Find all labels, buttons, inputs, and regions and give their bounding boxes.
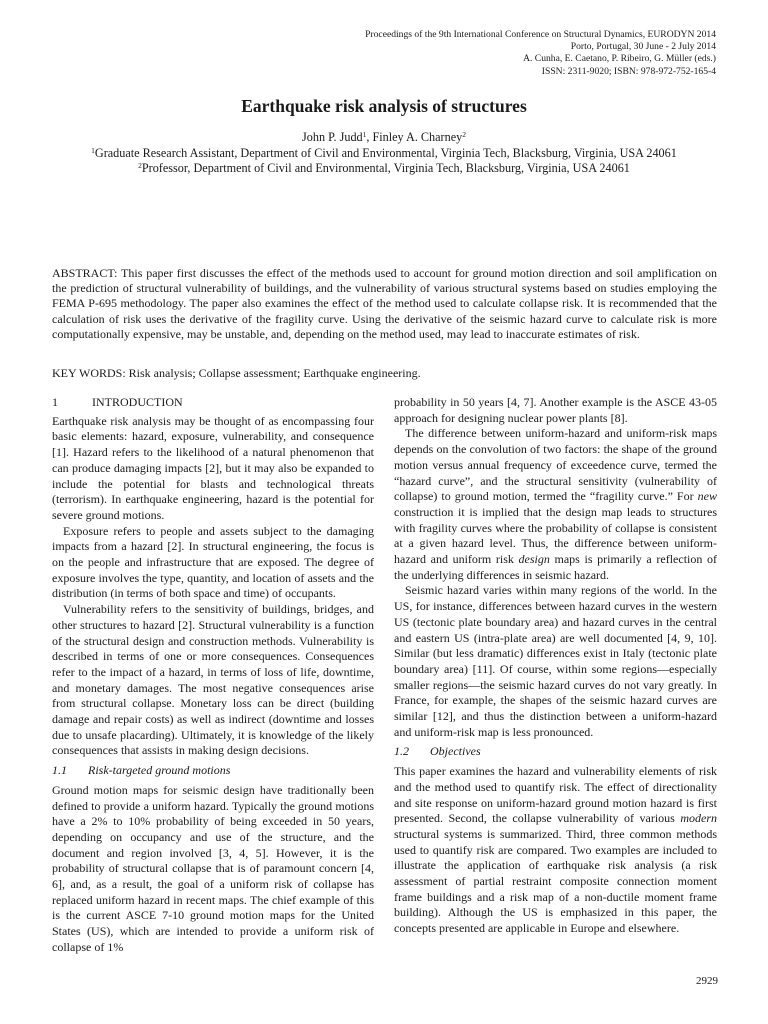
affiliation-marker: 1 bbox=[91, 145, 95, 155]
paper-title: Earthquake risk analysis of structures bbox=[241, 96, 527, 116]
section-heading bbox=[52, 395, 374, 411]
emphasis-text: design bbox=[518, 552, 550, 567]
emphasis-text: modern bbox=[680, 811, 717, 826]
subsection-number: 1.2 bbox=[394, 744, 409, 759]
proceedings-line: A. Cunha, E. Caetano, P. Ribeiro, G. Müller (eds.) bbox=[523, 53, 716, 65]
proceedings-header bbox=[365, 29, 716, 78]
body-paragraph bbox=[394, 764, 717, 937]
page-number: 2929 bbox=[696, 975, 718, 987]
abstract: ABSTRACT: This paper first discusses the effect of the methods used to account for ground motion direction and soil amplification on the prediction of structural vulnerability of buildings, and the vulnerability of various structural systems based on studies employing the FEMA P-695 methodology. The paper also examines the effect of the method used to calculate collapse risk. It is recommended that the calculation of risk uses the derivative of the fragility curve. Using the derivative of the seismic hazard curve to calculate risk is more computationally expensive, may be unstable, and, depending on the method used, may lead to inaccurate estimates of risk. bbox=[52, 266, 717, 341]
body-paragraph: Seismic hazard varies within many regions of the world. In the US, for instance, differences between hazard curves in the western US (tectonic plate boundary area) and hazard curves in the central and eastern US (intra-plate area) are well documented [4, 9, 10]. Similar (but less dramatic) differences exist in Italy (tectonic plate boundary area) [11]. Of course, within some regions—especially smaller regions—the seismic hazard curves do not vary greatly. In France, for example, the shapes of the seismic hazard curves are similar [12], and thus the distinction between a uniform-hazard and uniform-risk map is less pronounced. bbox=[394, 583, 717, 739]
text-run: structural systems is summarized. Third, three common methods used to quantify risk are compared. Two examples are included to illustrate the application of earthquake risk analysis (a risk assessment of partial restraint composite connection moment frame buildings and a risk map of a non-ductile moment frame building). Although the US is emphasized in this paper, the concepts presented are applicable in Europe and elsewhere. bbox=[394, 826, 717, 936]
author-name: Finley A. Charney bbox=[372, 130, 463, 144]
proceedings-line: Porto, Portugal, 30 June - 2 July 2014 bbox=[570, 41, 716, 53]
body-paragraph: Ground motion maps for seismic design have traditionally been defined to provide a uniform hazard. Typically the ground motions have a 2% to 10% probability of being exceeded in 50 years, depending on occupancy and use of the structure, and the document and region involved [3, 4, 5]. However, it is the probability of structural collapse that is of paramount concern [4, 6], and, as a result, the goal of a uniform risk of collapse has replaced uniform hazard in recent maps. The chief example of this is the current ASCE 7-10 ground motion maps for the United States (US), which are intended to provide a uniform risk of collapse of 1% bbox=[52, 782, 374, 954]
text-run: construction it is implied that the design map leads to structures with fragility curves where the probability of collapse is consistent at a given hazard level. Thus, the difference between uniform-hazard and uniform risk bbox=[394, 504, 717, 567]
affiliation-marker: 1 bbox=[362, 130, 367, 139]
section-number: 1 bbox=[52, 395, 58, 409]
affiliation-text: Graduate Research Assistant, Department of Civil and Environmental, Virginia Tech, Blacksburg, Virginia, USA 24061 bbox=[94, 145, 677, 160]
subsection-heading bbox=[52, 763, 374, 779]
right-column bbox=[394, 395, 717, 937]
affiliation bbox=[0, 146, 768, 162]
author-names bbox=[0, 130, 768, 146]
left-column bbox=[52, 395, 374, 956]
subsection-title: Objectives bbox=[430, 744, 481, 759]
affiliation-marker: 2 bbox=[138, 161, 142, 170]
body-paragraph: Vulnerability refers to the sensitivity of buildings, bridges, and other structures to hazard [2]. Structural vulnerability is a function of the structural design and construction methods. Vulnerability is described in terms of one or more consequences. Consequences refer to the impact of a hazard, in terms of loss of life, downtime, and monetary damages. The most negative consequences arise from structural collapse. Monetary loss can be direct (building damage and repair costs) as well as indirect (downtime and losses due to unsafe placarding). Ultimately, it is knowledge of the likely consequences that assists in making design decisions. bbox=[52, 602, 374, 758]
body-paragraph: Exposure refers to people and assets subject to the damaging impacts from a hazard [2]. In structural engineering, the focus is on the people and infrastructure that are exposed. The degree of exposure involves the type, quantity, and location of assets and the distribution (in terms of both space and time) of occupants. bbox=[52, 523, 374, 601]
body-paragraph bbox=[394, 426, 717, 583]
affiliation bbox=[0, 161, 768, 177]
emphasis-text: new bbox=[697, 489, 717, 504]
subsection-title: Risk-targeted ground motions bbox=[88, 763, 231, 778]
text-run: This paper examines the hazard and vulnerability elements of risk and the method used to quantify risk. The effect of directionality and site response on uniform-hazard ground motion hazard is first presented. Second, the collapse vulnerability of various bbox=[394, 764, 717, 826]
body-paragraph: Earthquake risk analysis may be thought of as encompassing four basic elements: hazard, exposure, vulnerability, and consequence [1]. Hazard refers to the likelihood of a natural phenomenon that can produce damaging impacts [2], but it may also be expanded to include the potential for blasts and technological threats (terrorism). In earthquake engineering, hazard is the potential for severe ground motions. bbox=[52, 413, 374, 522]
affiliation-text: Professor, Department of Civil and Environmental, Virginia Tech, Blacksburg, Virginia, USA 24061 bbox=[141, 161, 630, 175]
subsection-heading bbox=[394, 744, 717, 760]
text-run: The difference between uniform-hazard and uniform-risk maps depends on the convolution of two factors: the shape of the ground motion versus annual frequency of exceedence curve, termed the “hazard curve”, and the structural sensitivity (vulnerability of collapse) to ground motion, termed the “fragility curve.” For bbox=[394, 426, 717, 504]
author-name: John P. Judd bbox=[302, 130, 363, 144]
proceedings-line: Proceedings of the 9th International Conference on Structural Dynamics, EURODYN 2014 bbox=[365, 29, 716, 40]
subsection-number: 1.1 bbox=[52, 763, 67, 778]
author-separator: , bbox=[366, 130, 373, 144]
section-title: INTRODUCTION bbox=[92, 395, 183, 409]
affiliation-marker: 2 bbox=[462, 130, 466, 139]
proceedings-line: ISSN: 2311-9020; ISBN: 978-972-752-165-4 bbox=[541, 65, 716, 77]
author-block bbox=[0, 130, 768, 177]
text-run: maps is primarily a reflection of the underlying differences in seismic hazard. bbox=[394, 552, 717, 582]
body-paragraph: probability in 50 years [4, 7]. Another example is the ASCE 43-05 approach for designing nuclear power plants [8]. bbox=[394, 395, 717, 425]
keywords: KEY WORDS: Risk analysis; Collapse assessment; Earthquake engineering. bbox=[52, 366, 421, 380]
